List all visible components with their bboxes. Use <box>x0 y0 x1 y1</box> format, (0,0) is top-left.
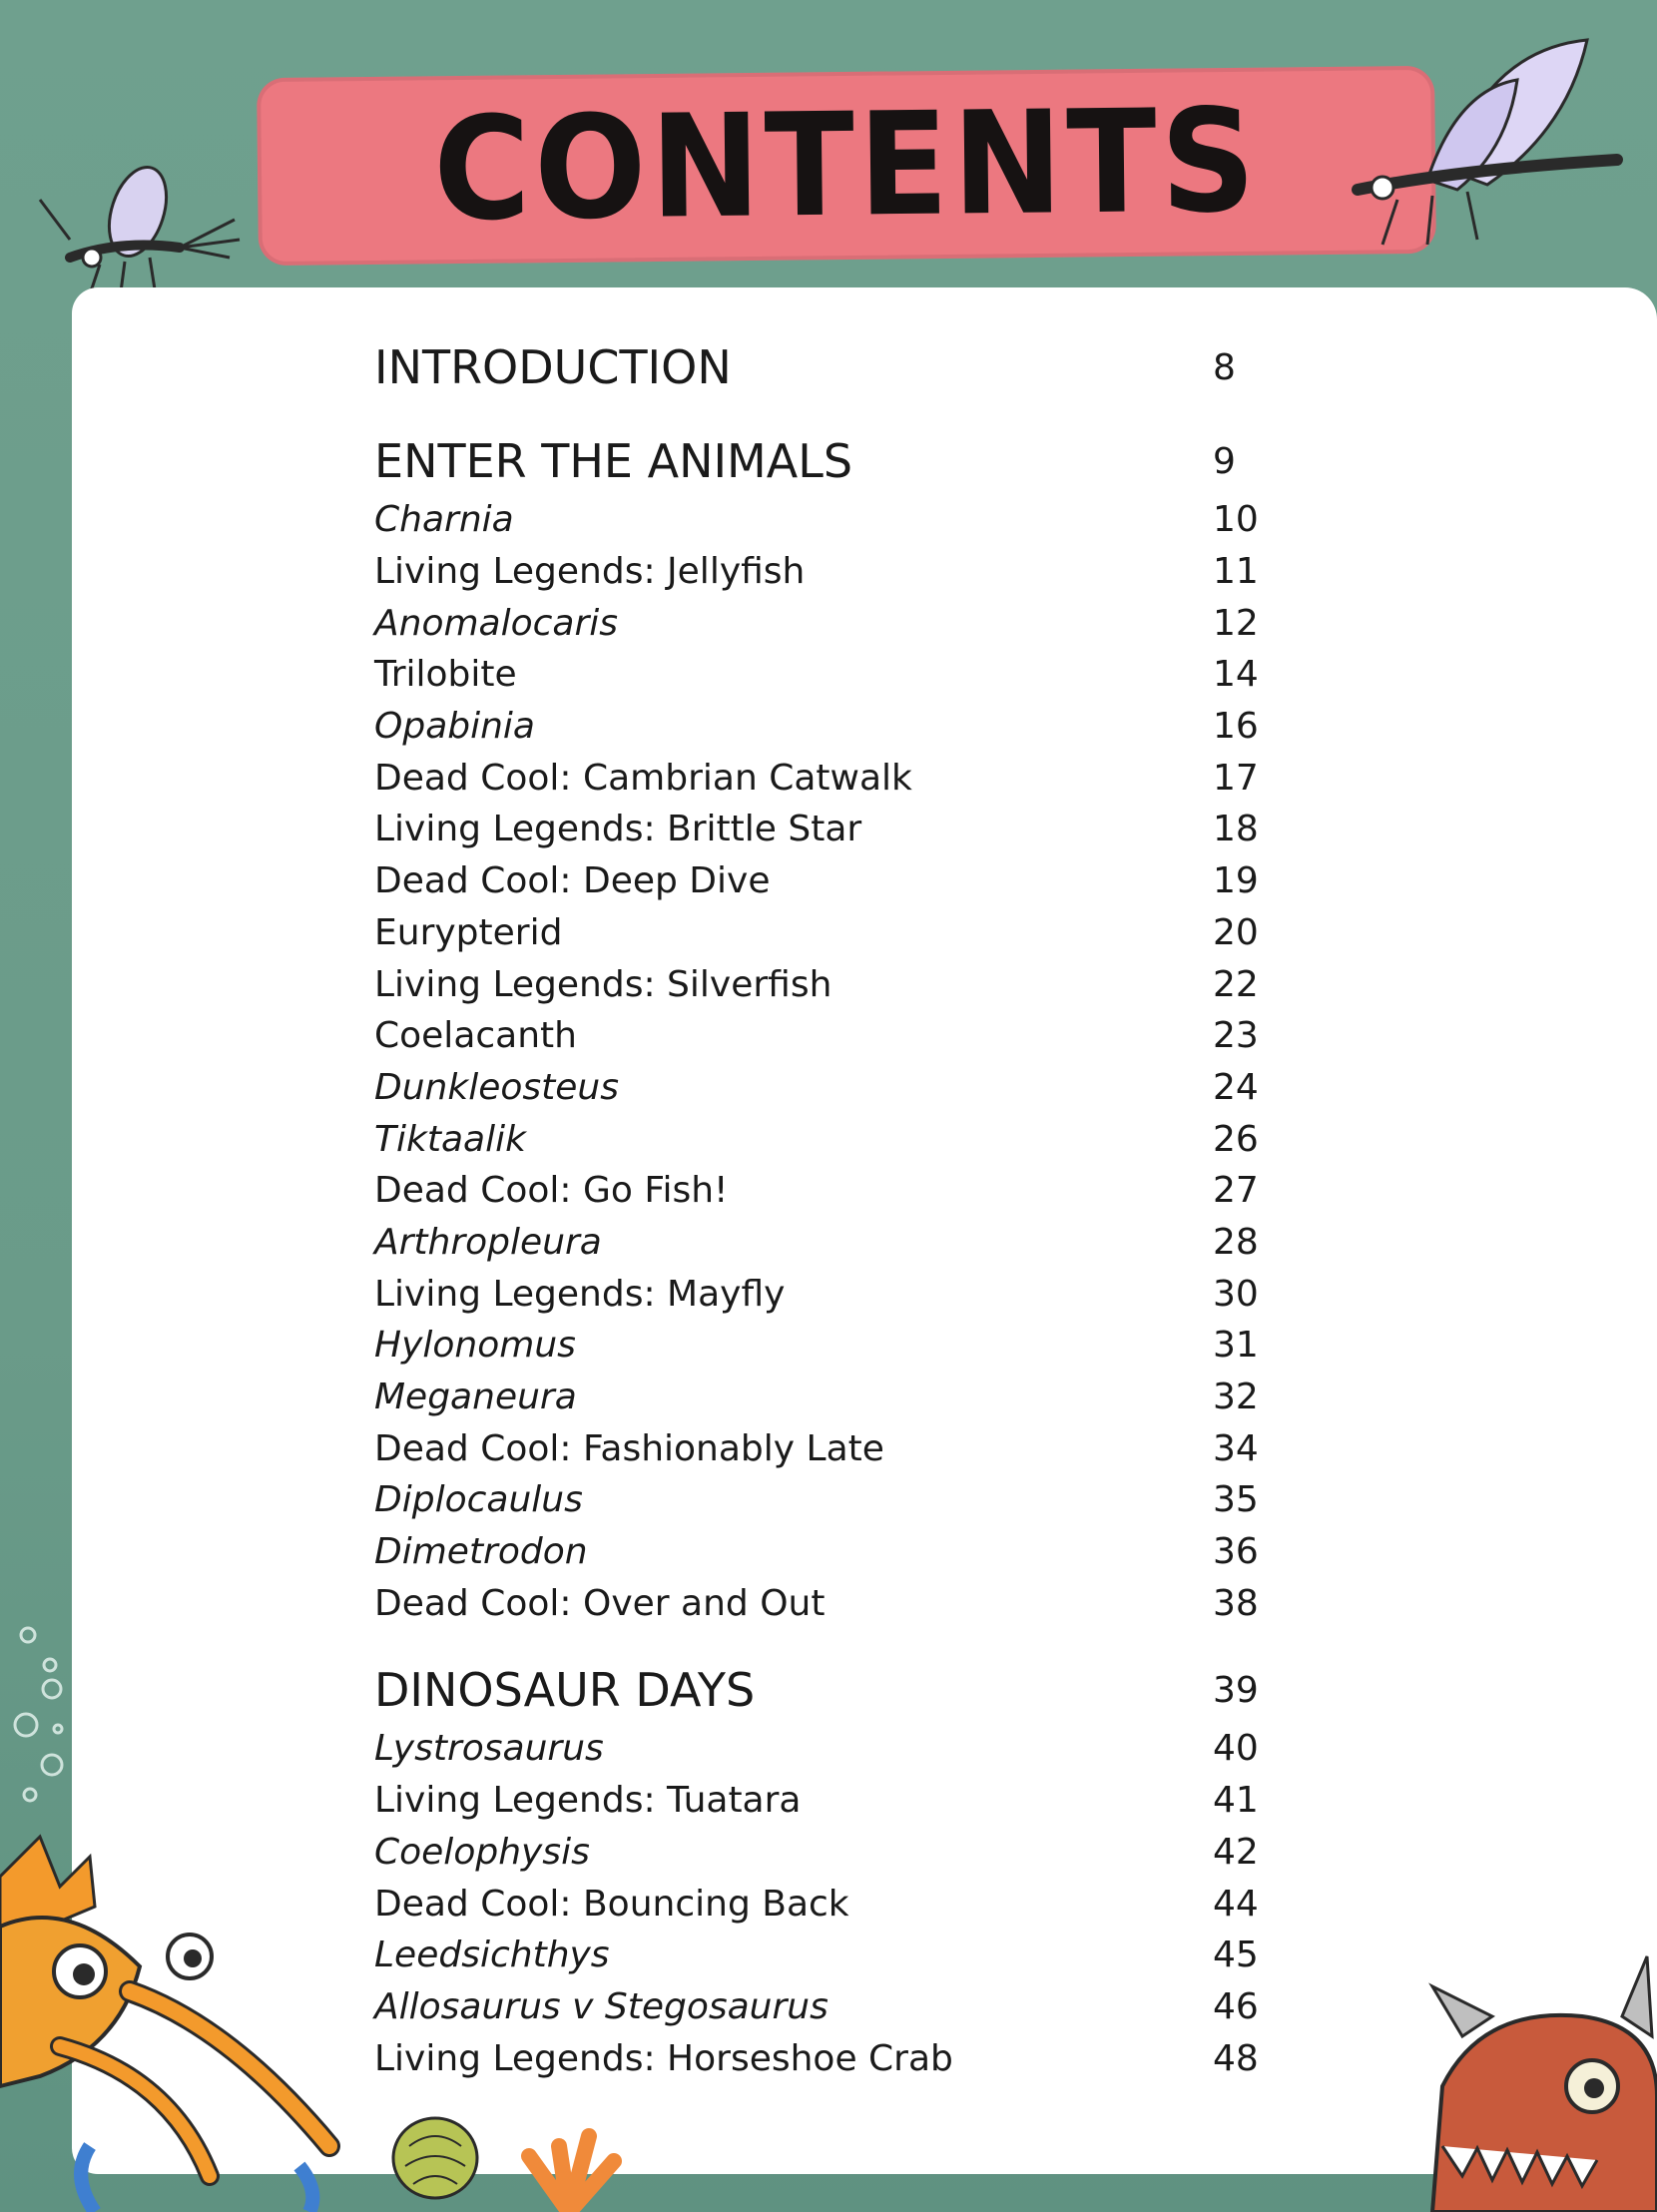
toc-entry-page-number: 19 <box>1213 860 1259 902</box>
toc-entry-title: Allosaurus v Stegosaurus <box>374 1985 828 2027</box>
toc-entry <box>374 546 1303 598</box>
toc-entry-title: Dunkleosteus <box>374 1066 619 1108</box>
toc-entry <box>374 1422 1303 1474</box>
toc-entry-page-number: 24 <box>1213 1066 1259 1108</box>
title-banner <box>257 66 1436 266</box>
toc-entry-title: Living Legends: Brittle Star <box>374 809 862 850</box>
toc-entry-title: DINOSAUR DAYS <box>374 1663 756 1718</box>
toc-entry-page-number: 12 <box>1213 602 1259 644</box>
bubbles-decoration <box>10 1617 70 1817</box>
toc-entry-page-number: 45 <box>1213 1935 1259 1976</box>
toc-entry-page-number: 30 <box>1213 1273 1259 1315</box>
toc-entry-title: Dead Cool: Deep Dive <box>374 860 771 902</box>
toc-entry-title: Arthropleura <box>374 1221 602 1263</box>
toc-entry-title: Trilobite <box>374 654 517 696</box>
ammonite-shell-illustration <box>389 2106 499 2212</box>
toc-entry-title: Opabinia <box>374 706 535 748</box>
toc-entry-title: Living Legends: Horseshoe Crab <box>374 2037 953 2079</box>
toc-entry-title: Dead Cool: Bouncing Back <box>374 1883 849 1925</box>
toc-entry-page-number: 22 <box>1213 963 1259 1005</box>
toc-entry-page-number: 36 <box>1213 1531 1259 1573</box>
toc-entry-page-number: 18 <box>1213 809 1259 850</box>
toc-entry <box>374 2032 1303 2084</box>
toc-entry-title: Dead Cool: Over and Out <box>374 1582 826 1624</box>
toc-entry-page-number: 44 <box>1213 1883 1259 1925</box>
toc-entry <box>374 1930 1303 1981</box>
toc-section-heading <box>374 428 1303 494</box>
toc-entry-title: Tiktaalik <box>374 1118 526 1160</box>
toc-entry-page-number: 39 <box>1213 1669 1259 1711</box>
toc-entry-title: Leedsichthys <box>374 1935 610 1976</box>
toc-entry-page-number: 10 <box>1213 499 1259 541</box>
toc-entry <box>374 1526 1303 1578</box>
toc-entry-page-number: 27 <box>1213 1170 1259 1212</box>
toc-entry-title: ENTER THE ANIMALS <box>374 434 853 488</box>
toc-entry-page-number: 23 <box>1213 1015 1259 1057</box>
toc-entry-page-number: 8 <box>1213 346 1236 388</box>
toc-entry-title: Living Legends: Mayfly <box>374 1273 786 1315</box>
toc-entry-page-number: 32 <box>1213 1377 1259 1418</box>
toc-entry <box>374 855 1303 907</box>
toc-entry-title: Coelophysis <box>374 1831 590 1873</box>
toc-entry-page-number: 26 <box>1213 1118 1259 1160</box>
toc-entry-page-number: 48 <box>1213 2037 1259 2079</box>
toc-entry <box>374 1010 1303 1062</box>
toc-entry <box>374 958 1303 1010</box>
toc-entry-page-number: 46 <box>1213 1985 1259 2027</box>
toc-entry <box>374 1217 1303 1269</box>
toc-entry-page-number: 28 <box>1213 1221 1259 1263</box>
toc-entry <box>374 752 1303 804</box>
toc-entry <box>374 597 1303 649</box>
toc-entry-page-number: 9 <box>1213 440 1236 482</box>
page-title: CONTENTS <box>432 78 1261 254</box>
mayfly-illustration-right <box>1338 20 1637 270</box>
anomalocaris-illustration <box>0 1817 359 2212</box>
toc-entry-title: Lystrosaurus <box>374 1728 604 1770</box>
toc-entry-page-number: 11 <box>1213 551 1259 593</box>
toc-entry-page-number: 16 <box>1213 706 1259 748</box>
toc-entry <box>374 1113 1303 1165</box>
toc-entry <box>374 1878 1303 1930</box>
toc-entry <box>374 701 1303 753</box>
toc-entry-page-number: 40 <box>1213 1728 1259 1770</box>
toc-entry <box>374 649 1303 701</box>
dinosaur-head-illustration <box>1422 1936 1657 2212</box>
toc-entry <box>374 1062 1303 1114</box>
toc-entry <box>374 494 1303 546</box>
toc-entry-title: Living Legends: Silverfish <box>374 963 832 1005</box>
toc-entry <box>374 1372 1303 1423</box>
toc-entry-title: Eurypterid <box>374 911 563 953</box>
toc-entry-page-number: 38 <box>1213 1582 1259 1624</box>
toc-entry-title: Anomalocaris <box>374 602 619 644</box>
toc-entry <box>374 907 1303 959</box>
coral-illustration <box>499 2106 639 2212</box>
toc-entry-page-number: 42 <box>1213 1831 1259 1873</box>
toc-entry-page-number: 14 <box>1213 654 1259 696</box>
toc-entry-page-number: 41 <box>1213 1780 1259 1822</box>
toc-entry-page-number: 34 <box>1213 1427 1259 1469</box>
toc-entry-title: Dead Cool: Go Fish! <box>374 1170 729 1212</box>
toc-section-heading <box>374 1657 1303 1723</box>
toc-entry-page-number: 31 <box>1213 1325 1259 1367</box>
toc-entry <box>374 1827 1303 1879</box>
toc-entry <box>374 1723 1303 1775</box>
toc-entry <box>374 334 1303 400</box>
toc-entry-title: Hylonomus <box>374 1325 576 1367</box>
toc-entry-page-number: 17 <box>1213 757 1259 799</box>
toc-entry-title: INTRODUCTION <box>374 340 732 394</box>
toc-entry-title: Dimetrodon <box>374 1531 588 1573</box>
toc-entry <box>374 1320 1303 1372</box>
toc-entry <box>374 1775 1303 1827</box>
toc-entry <box>374 1577 1303 1629</box>
toc-entry <box>374 1474 1303 1526</box>
table-of-contents <box>374 334 1303 2084</box>
toc-entry <box>374 1981 1303 2033</box>
toc-entry-title: Charnia <box>374 499 514 541</box>
toc-entry-title: Diplocaulus <box>374 1479 583 1521</box>
toc-entry-page-number: 35 <box>1213 1479 1259 1521</box>
toc-entry-page-number: 20 <box>1213 911 1259 953</box>
toc-entry <box>374 804 1303 855</box>
toc-entry-title: Dead Cool: Cambrian Catwalk <box>374 757 912 799</box>
toc-entry-title: Living Legends: Jellyfish <box>374 551 806 593</box>
toc-entry-title: Living Legends: Tuatara <box>374 1780 802 1822</box>
toc-entry <box>374 1268 1303 1320</box>
toc-entry-title: Meganeura <box>374 1377 577 1418</box>
toc-entry-title: Dead Cool: Fashionably Late <box>374 1427 884 1469</box>
toc-entry <box>374 1165 1303 1217</box>
toc-entry-title: Coelacanth <box>374 1015 577 1057</box>
